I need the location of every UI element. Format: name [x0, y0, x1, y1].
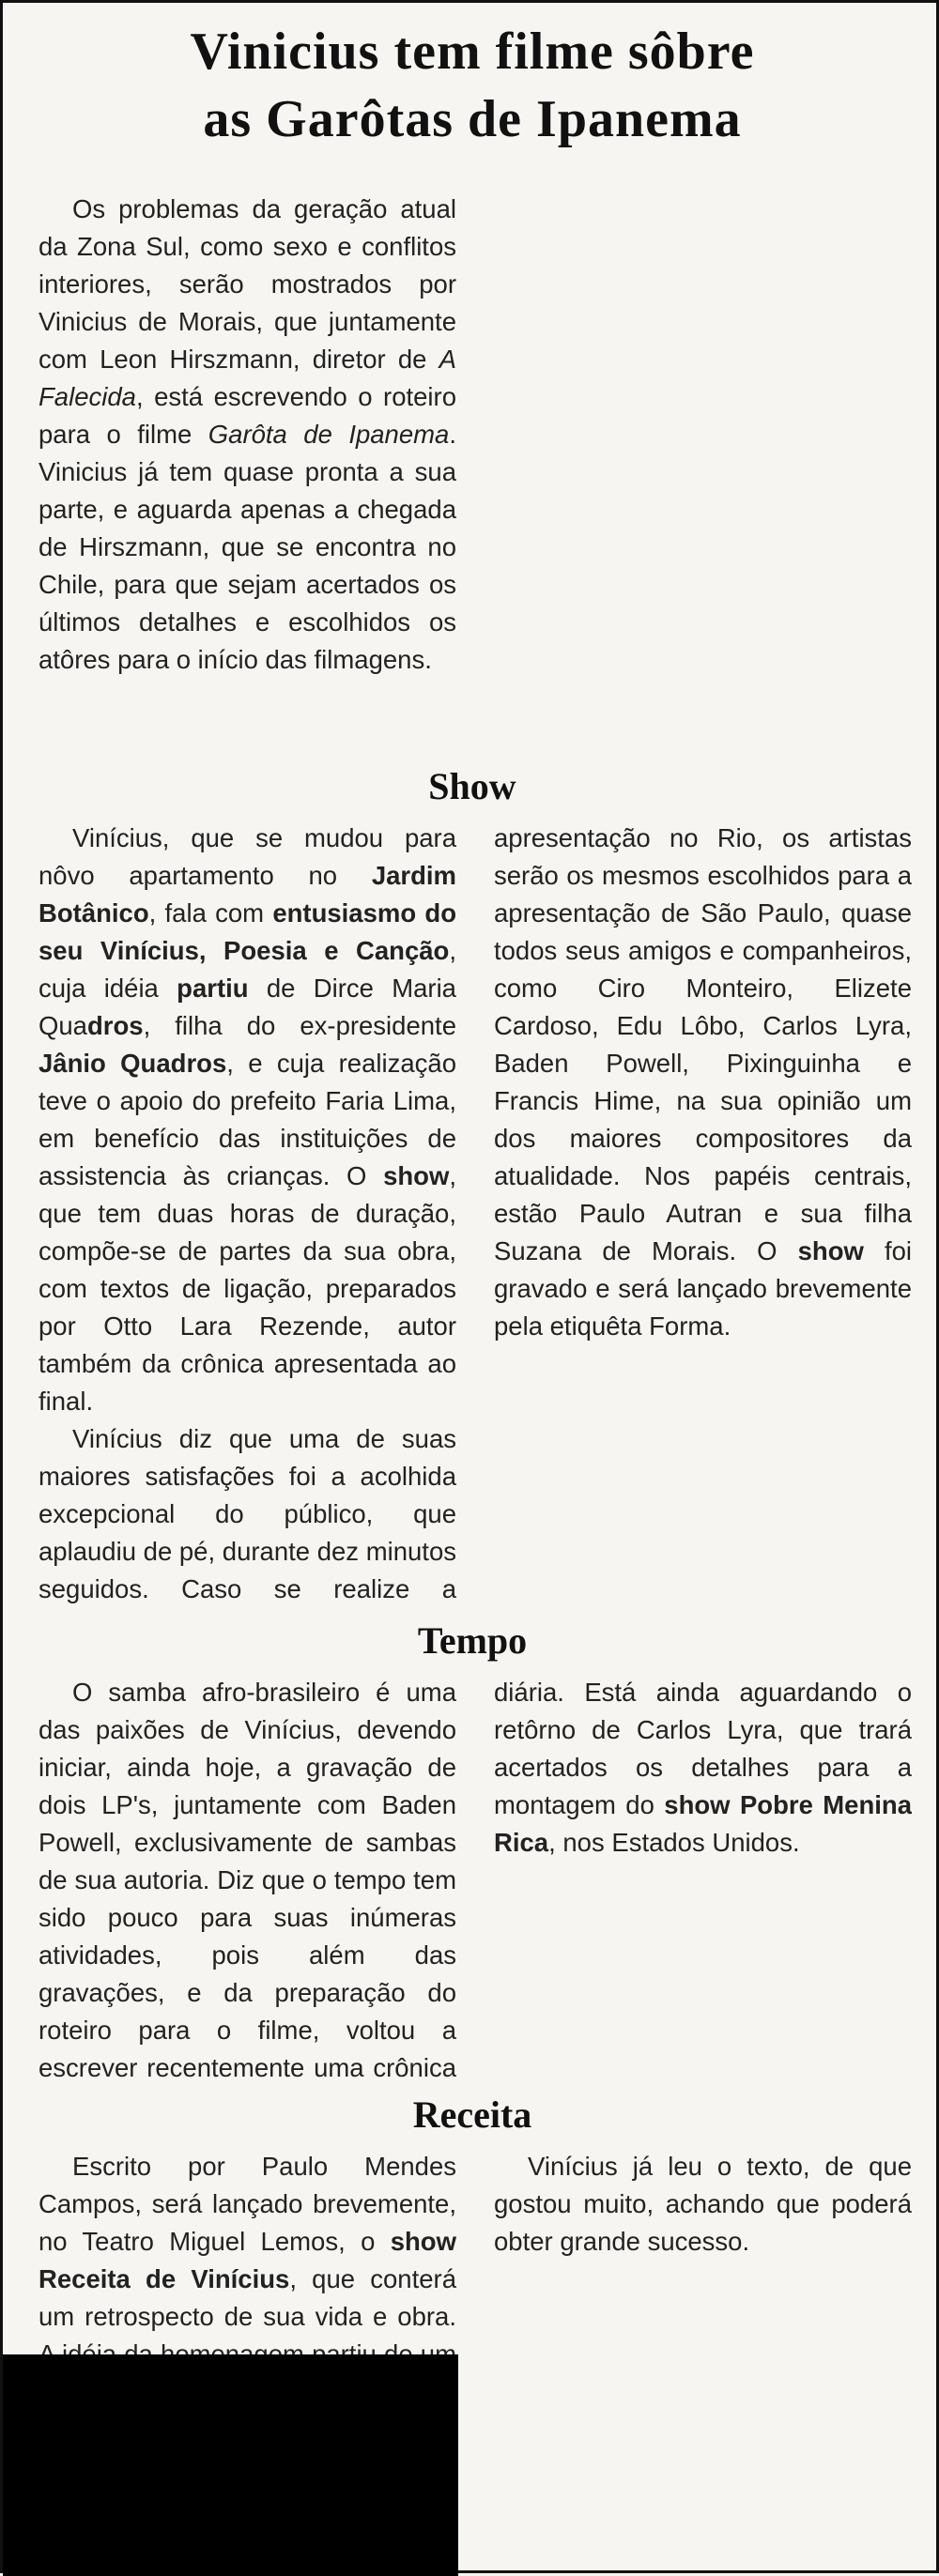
- section-heading-show: Show: [428, 765, 516, 807]
- section-heading-receita: Receita: [412, 2093, 532, 2136]
- receita-text: , que conterá um retrospecto de sua vida e obra.: [38, 2264, 456, 2331]
- intro-paragraph-1: [38, 191, 456, 679]
- tempo-text: O samba afro-brasileiro é uma das paixões de Vinícius, devendo iniciar, ainda hoje, a gravação de dois LP's, juntamente com Baden Powell, exclusivamente de sambas de sua autoria. Diz que o tempo tem sido pouco para suas inúmeras atividades, pois além das gravações, e da preparação do roteiro para o filme, voltou a escrever recentemente uma crônica diária. Está ainda aguardando o retôrno de Carlos Lyra, que trará acertados os detalhes para a montagem do: [38, 1678, 912, 2082]
- headline-line-1: Vinicius tem filme sôbre: [190, 23, 755, 81]
- tempo-text: , nos Estados Unidos.: [548, 1828, 800, 1857]
- intro-text: Os problemas da geração atual da Zona Sul, como sexo e conflitos interiores, serão mostrados por Vinicius de Morais, que juntamente com Leon Hirszmann, diretor de: [38, 194, 456, 374]
- show-bold-show-2: show: [797, 1236, 864, 1265]
- intro-left-column: [38, 191, 912, 754]
- receita-paragraph-2: Vinícius já leu o texto, de que gostou muito, achando que poderá obter grande sucesso.: [494, 2152, 912, 2256]
- show-column: [38, 820, 912, 1608]
- show-text: , que tem duas horas de duração, compõe-se de partes da sua obra, com textos de ligação, preparados por Otto Lara Rezende, autor também da crônica apresentada ao final.: [38, 1161, 456, 1416]
- show-text: , filha do ex-presidente: [143, 1011, 456, 1040]
- show-text: , e cuja realização teve o apoio do prefeito Faria Lima, em benefício das instituições de assistencia às crianças. O: [38, 1049, 456, 1190]
- show-bold-dros: dros: [86, 1011, 144, 1040]
- show-bold-title: entusiasmo do seu Vinícius, Poesia e Canção: [38, 898, 456, 965]
- title-a-falecida: A Falecida: [38, 345, 456, 411]
- show-paragraph-1: [38, 820, 456, 1420]
- intro-text-mid: , está escrevendo o roteiro para o filme: [38, 382, 456, 449]
- tempo-paragraph-1: [38, 1674, 912, 2087]
- show-bold-janio: Jânio Quadros: [38, 1049, 227, 1078]
- intro-text-end: . Vinicius já tem quase pronta a sua parte, e aguarda apenas a chegada de Hirszmann, que se encontra no Chile, para que sejam acertados os últimos detalhes e escolhidos os atôres para o início das filmagens.: [38, 420, 456, 674]
- show-text: , cuja idéia: [38, 936, 456, 1003]
- show-text: foi gravado e será lançado brevemente pela etiquêta Forma.: [494, 1236, 912, 1341]
- title-garota-de-ipanema: Garôta de Ipanema: [208, 420, 450, 449]
- show-text: Vinícius diz que uma de suas maiores satisfações foi a acolhida excepcional do público, que aplaudiu de pé, durante dez minutos seguidos. Caso se realize a apresentação no Rio, os artistas serão os mesmos escolhidos para a apresentação de São Paulo, quase todos seus amigos e companheiros, como Ciro Monteiro, Elizete Cardoso, Edu Lôbo, Carlos Lyra, Baden Powell, Pixinguinha e Francis Hime, na sua opinião um dos maiores compositores da atualidade. Nos papéis centrais, estão Paulo Autran e sua filha Suzana de Morais. O: [38, 823, 912, 1603]
- show-bold-jardim: Jardim Botânico: [38, 861, 456, 928]
- show-text: Vinícius, que se mudou para nôvo apartamento no: [38, 823, 456, 890]
- show-text: de Dirce Maria Qua: [38, 974, 456, 1040]
- receita-text: Escrito por Paulo Mendes Campos, será lançado brevemente, no Teatro Miguel Lemos, o: [38, 2152, 456, 2256]
- section-heading-tempo: Tempo: [417, 1619, 528, 1662]
- tempo-bold-show: show Pobre Menina Rica: [494, 1790, 912, 1857]
- headline-line-2: as Garôtas de Ipanema: [203, 90, 742, 148]
- tempo-column: [38, 1674, 912, 2087]
- show-bold-show: show: [383, 1161, 450, 1190]
- redacted-black-box: [3, 2354, 458, 2576]
- headline: [40, 18, 904, 153]
- show-text: , fala com: [148, 898, 273, 928]
- receita-bold-show: show Receita de Vinícius: [38, 2227, 456, 2293]
- show-bold-partiu: partiu: [177, 974, 249, 1003]
